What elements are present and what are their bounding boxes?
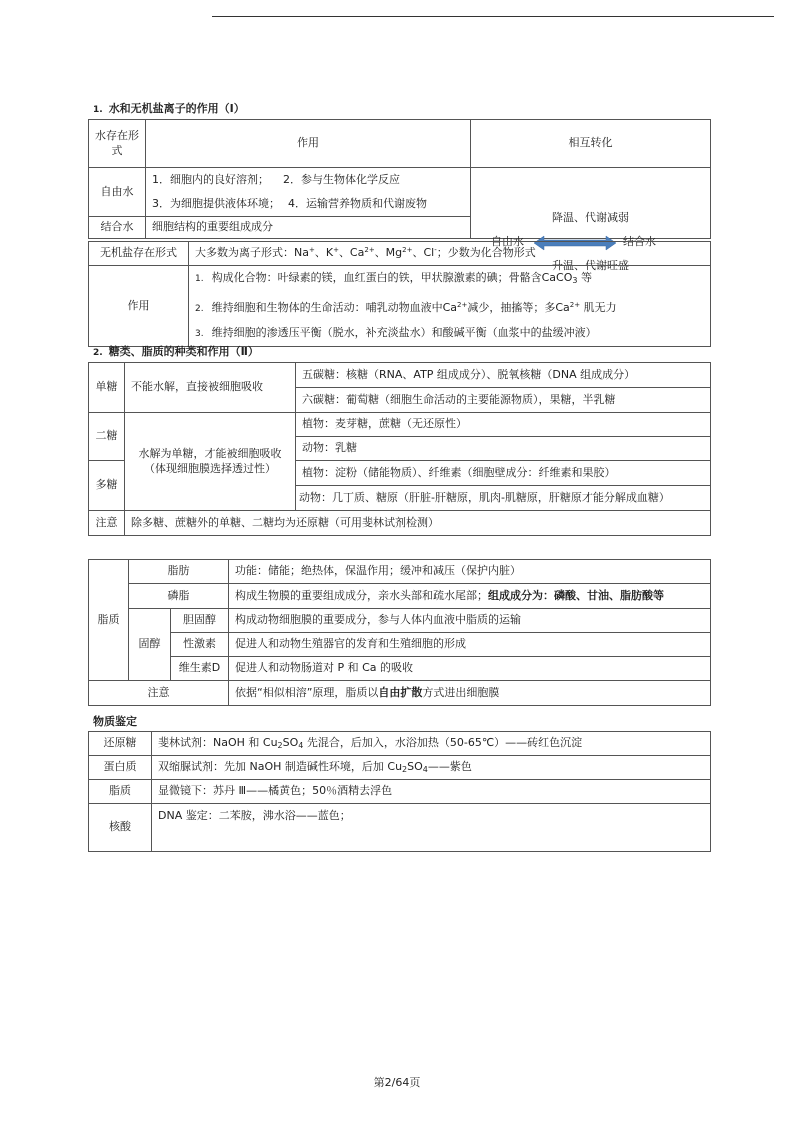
salt-sup-a: + — [308, 246, 315, 255]
reducing-sugar-label — [89, 732, 152, 756]
reducing-sugar-desc — [152, 732, 711, 756]
header-rule — [212, 16, 774, 17]
free-water-label-text: 自由水 — [100, 184, 134, 198]
vitamin-d-desc-text: 促进人和动物肠道对 P 和 Ca 的吸收 — [235, 661, 414, 675]
phospholipid-desc-b: 组成成分为：磷酸、甘油、脂肪酸等 — [488, 588, 664, 602]
cholesterol-desc-text: 构成动物细胞膜的重要成分，参与人体内血液中脂质的运输 — [235, 613, 521, 627]
conversion-top: 降温、代谢减弱 — [552, 211, 629, 224]
nucleic-acid-label — [89, 804, 152, 852]
reducing-sugar-b: SO — [282, 735, 299, 749]
sugar-note-text: 除多糖、蔗糖外的单糖、二糖均为还原糖（可用斐林试剂检测） — [131, 515, 439, 529]
conversion-left: 自由水 — [491, 235, 524, 248]
section1-number: 1. — [93, 105, 103, 115]
identify-table — [88, 731, 711, 852]
salt-role-1-num: 1. — [195, 274, 204, 284]
protein-sub1: 2 — [402, 764, 408, 774]
salt-role-2-sup2: 2+ — [569, 301, 581, 309]
phospholipid-label — [129, 584, 229, 609]
phospholipid-desc — [229, 584, 711, 609]
salt-role-1-sub: 3 — [572, 276, 578, 285]
salt-role-label-text: 作用 — [127, 298, 150, 312]
mono-label — [89, 363, 125, 413]
header-conversion-text: 相互转化 — [568, 136, 613, 150]
fat-label-text: 脂肪 — [167, 564, 190, 578]
salt-role-1 — [195, 266, 704, 293]
identify-title: 物质鉴定 — [93, 715, 137, 728]
vitamin-d-label — [171, 657, 229, 681]
mono-desc-text: 不能水解，直接被细胞吸收 — [131, 380, 263, 394]
protein-b: SO — [407, 759, 423, 773]
mono-row-2-text: 六碳糖：葡萄糖（细胞生命活动的主要能源物质），果糖，半乳糖 — [302, 392, 616, 406]
salt-role-2-sup: 2+ — [457, 301, 468, 309]
salt-text-c: 、Ca — [338, 246, 365, 260]
fat-desc — [229, 560, 711, 584]
di-row-2 — [296, 437, 711, 461]
mono-desc — [125, 363, 296, 413]
bound-water-role — [146, 217, 471, 239]
section1-title: 水和无机盐离子的作用（Ⅰ） — [108, 102, 245, 115]
free-role-1: 1．细胞内的良好溶剂； — [152, 173, 269, 186]
lipid-note — [229, 681, 711, 706]
salt-sup-b: + — [333, 246, 339, 255]
protein-sub2: 4 — [422, 764, 428, 774]
di-row-2-text: 动物：乳糖 — [302, 441, 357, 455]
sterol-label — [129, 609, 171, 681]
cholesterol-desc — [229, 609, 711, 633]
sugar-note — [125, 511, 711, 536]
mono-row-1-text: 五碳糖：核糖（RNA、ATP 组成成分）、脱氧核糖（DNA 组成成分） — [302, 367, 636, 381]
di-poly-desc — [125, 413, 296, 511]
reducing-sugar-c: 先混合，后加入，水浴加热（50-65℃）——砖红色沉淀 — [303, 735, 583, 749]
poly-label — [89, 461, 125, 511]
free-role-2: 2．参与生物体化学反应 — [283, 173, 400, 186]
lipid-test-desc — [152, 780, 711, 804]
bound-water-label-text: 结合水 — [100, 220, 134, 234]
salt-form-label-text: 无机盐存在形式 — [100, 246, 177, 260]
salt-sup-e: - — [434, 246, 437, 255]
header-role — [146, 120, 471, 168]
salt-form-label — [89, 242, 189, 266]
bound-water-role-text: 细胞结构的重要组成成分 — [152, 220, 273, 234]
salt-text-f: ；少数为化合物形式 — [436, 246, 536, 260]
di-label-text: 二糖 — [95, 429, 118, 443]
protein-label-text: 蛋白质 — [103, 760, 137, 774]
salt-role-3-text: 维持细胞的渗透压平衡（脱水，补充淡盐水）和酸碱平衡（血浆中的盐缓冲液） — [211, 326, 597, 339]
nucleic-acid-desc — [152, 804, 711, 852]
salt-roles — [189, 266, 711, 347]
cholesterol-label-text: 胆固醇 — [183, 613, 216, 627]
salt-role-3 — [195, 321, 704, 346]
header-conversion — [471, 120, 711, 168]
section2-title: 糖类、脂质的种类和作用（Ⅱ） — [108, 345, 259, 358]
fat-label — [129, 560, 229, 584]
poly-row-2 — [296, 486, 711, 511]
salt-text-a: 大多数为离子形式：Na — [195, 246, 309, 260]
vitamin-d-desc — [229, 657, 711, 681]
free-water-roles — [146, 168, 471, 217]
bound-water-label — [89, 217, 146, 239]
lipid-label — [89, 560, 129, 681]
reducing-sugar-sub2: 4 — [298, 740, 304, 750]
cholesterol-label — [171, 609, 229, 633]
section1-heading — [93, 100, 245, 116]
salt-role-2-mid: 减少，抽搐等；多Ca — [467, 301, 570, 314]
sugar-table — [88, 362, 711, 536]
di-poly-desc-text: 水解为单糖，才能被细胞吸收（体现细胞膜选择透过性） — [138, 446, 282, 475]
salt-role-2-text: 维持细胞和生物体的生命活动：哺乳动物血液中Ca — [211, 301, 458, 314]
free-role-3: 3．为细胞提供液体环境； — [152, 197, 280, 210]
section2-heading — [93, 343, 259, 359]
salt-text-b: 、K — [314, 246, 334, 260]
salt-role-2-end: 肌无力 — [580, 301, 617, 314]
poly-label-text: 多糖 — [95, 478, 118, 492]
protein-label — [89, 756, 152, 780]
mono-label-text: 单糖 — [95, 380, 118, 394]
lipid-note-label — [89, 681, 229, 706]
salt-table — [88, 241, 711, 347]
salt-text-d: 、Mg — [374, 246, 403, 260]
identify-heading — [93, 713, 137, 729]
sex-hormone-label-text: 性激素 — [183, 637, 216, 651]
lipid-test-desc-text: 显微镜下：苏丹 Ⅲ——橘黄色；50％酒精去浮色 — [158, 784, 393, 798]
protein-desc — [152, 756, 711, 780]
mono-row-1 — [296, 363, 711, 388]
phospholipid-label-text: 磷脂 — [167, 588, 190, 602]
reducing-sugar-sub1: 2 — [277, 740, 283, 750]
conversion-right: 结合水 — [623, 235, 656, 248]
di-label — [89, 413, 125, 461]
lipid-note-a: 依据“相似相溶”原理，脂质以 — [235, 685, 379, 699]
sex-hormone-label — [171, 633, 229, 657]
sex-hormone-desc-text: 促进人和动物生殖器官的发育和生殖细胞的形成 — [235, 637, 466, 651]
sterol-label-text: 固醇 — [138, 637, 161, 651]
salt-sup-d: 2+ — [402, 246, 413, 255]
poly-row-1-text: 植物：淀粉（储能物质）、纤维素（细胞壁成分：纤维素和果胶） — [302, 465, 616, 479]
mono-row-2 — [296, 388, 711, 413]
protein-a: 双缩脲试剂：先加 NaOH 制造碱性环境，后加 Cu — [158, 759, 403, 773]
salt-form-desc — [189, 242, 711, 266]
poly-row-2-text: 动物：几丁质、糖原（肝脏-肝糖原，肌肉-肌糖原，肝糖原才能分解成血糖） — [299, 490, 670, 504]
poly-row-1 — [296, 461, 711, 486]
header-form-text: 水存在形式 — [95, 128, 139, 157]
lipid-table — [88, 559, 711, 706]
sugar-note-label-text: 注意 — [95, 515, 118, 529]
di-row-1 — [296, 413, 711, 437]
lipid-note-b: 自由扩散 — [378, 685, 423, 699]
free-role-4: 4．运输营养物质和代谢废物 — [288, 197, 427, 210]
header-role-text: 作用 — [297, 136, 319, 150]
page-footer — [0, 1074, 794, 1090]
lipid-label-text: 脂质 — [97, 612, 120, 626]
vitamin-d-label-text: 维生素D — [178, 661, 221, 675]
section2-number: 2. — [93, 348, 103, 358]
free-water-label — [89, 168, 146, 217]
lipid-note-label-text: 注意 — [147, 685, 170, 699]
reducing-sugar-label-text: 还原糖 — [103, 736, 137, 750]
fat-desc-text: 功能：储能；绝热体，保温作用；缓冲和减压（保护内脏） — [235, 564, 521, 578]
di-row-1-text: 植物：麦芽糖，蔗糖（无还原性） — [302, 417, 467, 431]
sugar-note-label — [89, 511, 125, 536]
salt-role-1-text: 构成化合物：叶绿素的镁，血红蛋白的铁，甲状腺激素的碘；骨骼含CaCO — [211, 271, 573, 284]
salt-role-1-end: 等 — [577, 271, 592, 284]
salt-role-label — [89, 266, 189, 347]
conversion-bottom: 升温、代谢旺盛 — [552, 259, 629, 272]
salt-role-2-num: 2. — [195, 304, 204, 314]
lipid-test-label — [89, 780, 152, 804]
salt-role-3-num: 3. — [195, 329, 204, 339]
salt-sup-c: 2+ — [364, 246, 375, 255]
page-number: 第2/64页 — [373, 1076, 421, 1089]
nucleic-acid-desc-text: DNA 鉴定：二苯胺，沸水浴——蓝色； — [158, 809, 351, 822]
lipid-test-label-text: 脂质 — [109, 784, 131, 798]
salt-text-e: 、Cl — [412, 246, 435, 260]
protein-c: ——紫色 — [427, 759, 472, 773]
nucleic-acid-label-text: 核酸 — [109, 820, 131, 834]
reducing-sugar-a: 斐林试剂：NaOH 和 Cu — [158, 735, 278, 749]
sex-hormone-desc — [229, 633, 711, 657]
header-form — [89, 120, 146, 168]
phospholipid-desc-a: 构成生物膜的重要组成成分，亲水头部和疏水尾部； — [235, 588, 488, 602]
salt-role-2 — [195, 293, 704, 321]
lipid-note-c: 方式进出细胞膜 — [422, 685, 500, 699]
